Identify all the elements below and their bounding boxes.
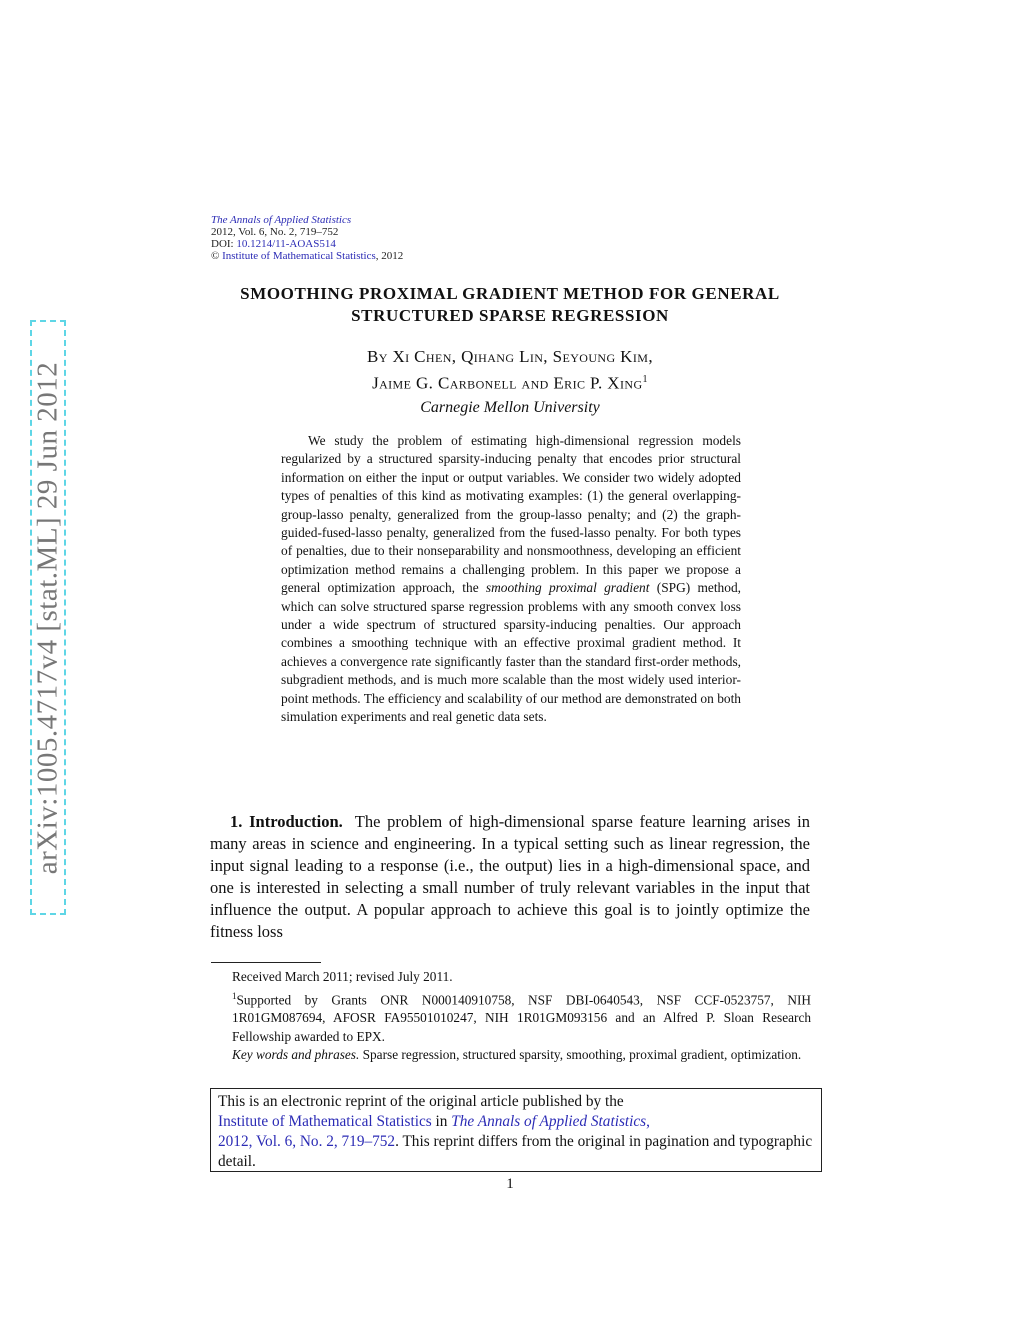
abstract-emphasis: smoothing proximal gradient <box>485 580 650 596</box>
copyright-year: , 2012 <box>375 250 404 262</box>
authors-line-1: By Xi Chen, Qihang Lin, Seyoung Kim, <box>367 347 653 366</box>
reprint-publisher-link[interactable]: Institute of Mathematical Statistics <box>218 1113 432 1130</box>
reprint-journal-link[interactable]: The Annals of Applied Statistics <box>451 1113 647 1130</box>
reprint-comma: , <box>646 1113 650 1130</box>
abstract-text-1: We study the problem of estimating high-dimensional regression models regularized by a structured sparsity-inducing penalty that encodes prior structural information on either the input or output variables. We consider two widely adopted types of penalties of this kind as motivating examples: (1) the general overlapping-group-lasso penalty, generalized from the group-lasso penalty; and (2) the graph-guided-fused-lasso penalty, generalized from the fused-lasso penalty. For both types of penalties, due to their nonseparability and nonsmoothness, developing an efficient optimization method remains a challenging problem. In this paper we propose a general optimization approach, the <box>281 433 741 596</box>
arxiv-identifier-stamp[interactable] <box>30 320 66 915</box>
doi-link[interactable]: 10.1214/11-AOAS514 <box>236 238 336 250</box>
page-number: 1 <box>506 1176 514 1192</box>
keywords-label: Key words and phrases. <box>232 1047 360 1063</box>
affiliation: Carnegie Mellon University <box>420 399 600 416</box>
author-list <box>210 345 810 395</box>
reprint-in: in <box>431 1113 452 1130</box>
paper-title <box>210 283 810 327</box>
author-footnote-mark: 1 <box>642 374 648 385</box>
keywords-text: Sparse regression, structured sparsity, smoothing, proximal gradient, optimization. <box>362 1047 802 1063</box>
footnotes <box>211 968 811 1065</box>
intro-paragraph: The problem of high-dimensional sparse feature learning arises in many areas in science and engineering. In a typical setting such as linear regression, the input signal leading to a response (i.e., the output) lies in a high-dimensional space, and one is interested in selecting a small number of truly relevant variables in the input that influence the output. A popular approach to achieve this goal is to jointly optimize the fitness loss <box>210 812 810 941</box>
copyright-icon: © <box>211 250 220 262</box>
publisher-link[interactable]: Institute of Mathematical Statistics <box>222 250 376 262</box>
introduction-section <box>210 811 810 943</box>
keywords-note <box>211 1046 811 1065</box>
support-text: Supported by Grants ONR N000140910758, NSF DBI-0640543, NSF CCF-0523757, NIH 1R01GM087694, AFOSR FA95501010247, NIH 1R01GM093156 and an Alfred P. Sloan Research Fellowship awarded to EPX. <box>232 991 811 1044</box>
title-line-2: STRUCTURED SPARSE REGRESSION <box>351 306 669 325</box>
support-footnote-mark: 1 <box>232 990 237 1001</box>
abstract <box>281 432 741 727</box>
journal-volume: 2012, Vol. 6, No. 2, 719–752 <box>211 226 339 238</box>
doi-label: DOI: <box>211 238 237 250</box>
reprint-rest: . This reprint differs from the original in pagination and typographic detail. <box>218 1133 813 1170</box>
authors-line-2: Jaime G. Carbonell and Eric P. Xing <box>372 373 643 393</box>
received-note: Received March 2011; revised July 2011. <box>232 969 453 984</box>
abstract-text-2: (SPG) method, which can solve structured sparse regression problems with any smooth convex loss under a wide spectrum of structured sparsity-inducing penalties. Our approach combines a smoothing technique with an effective proximal gradient method. It achieves a convergence rate significantly faster than the standard first-order methods, subgradient methods, and is much more scalable than the most widely used interior-point methods. The efficiency and scalability of our method are demonstrated on both simulation experiments and real genetic data sets. <box>281 580 741 725</box>
footnote-divider <box>211 962 321 963</box>
title-line-1: SMOOTHING PROXIMAL GRADIENT METHOD FOR GENERAL <box>240 284 780 303</box>
journal-header <box>211 214 403 262</box>
reprint-notice-box <box>210 1088 822 1172</box>
section-heading: 1. Introduction. <box>230 812 343 831</box>
journal-name-link[interactable]: The Annals of Applied Statistics <box>211 214 352 226</box>
support-note <box>211 987 811 1047</box>
arxiv-identifier-text: arXiv:1005.4717v4 [stat.ML] 29 Jun 2012 <box>31 361 64 874</box>
reprint-volume-link[interactable]: 2012, Vol. 6, No. 2, 719–752 <box>218 1133 396 1150</box>
reprint-line-1: This is an electronic reprint of the original article published by the <box>218 1093 624 1110</box>
